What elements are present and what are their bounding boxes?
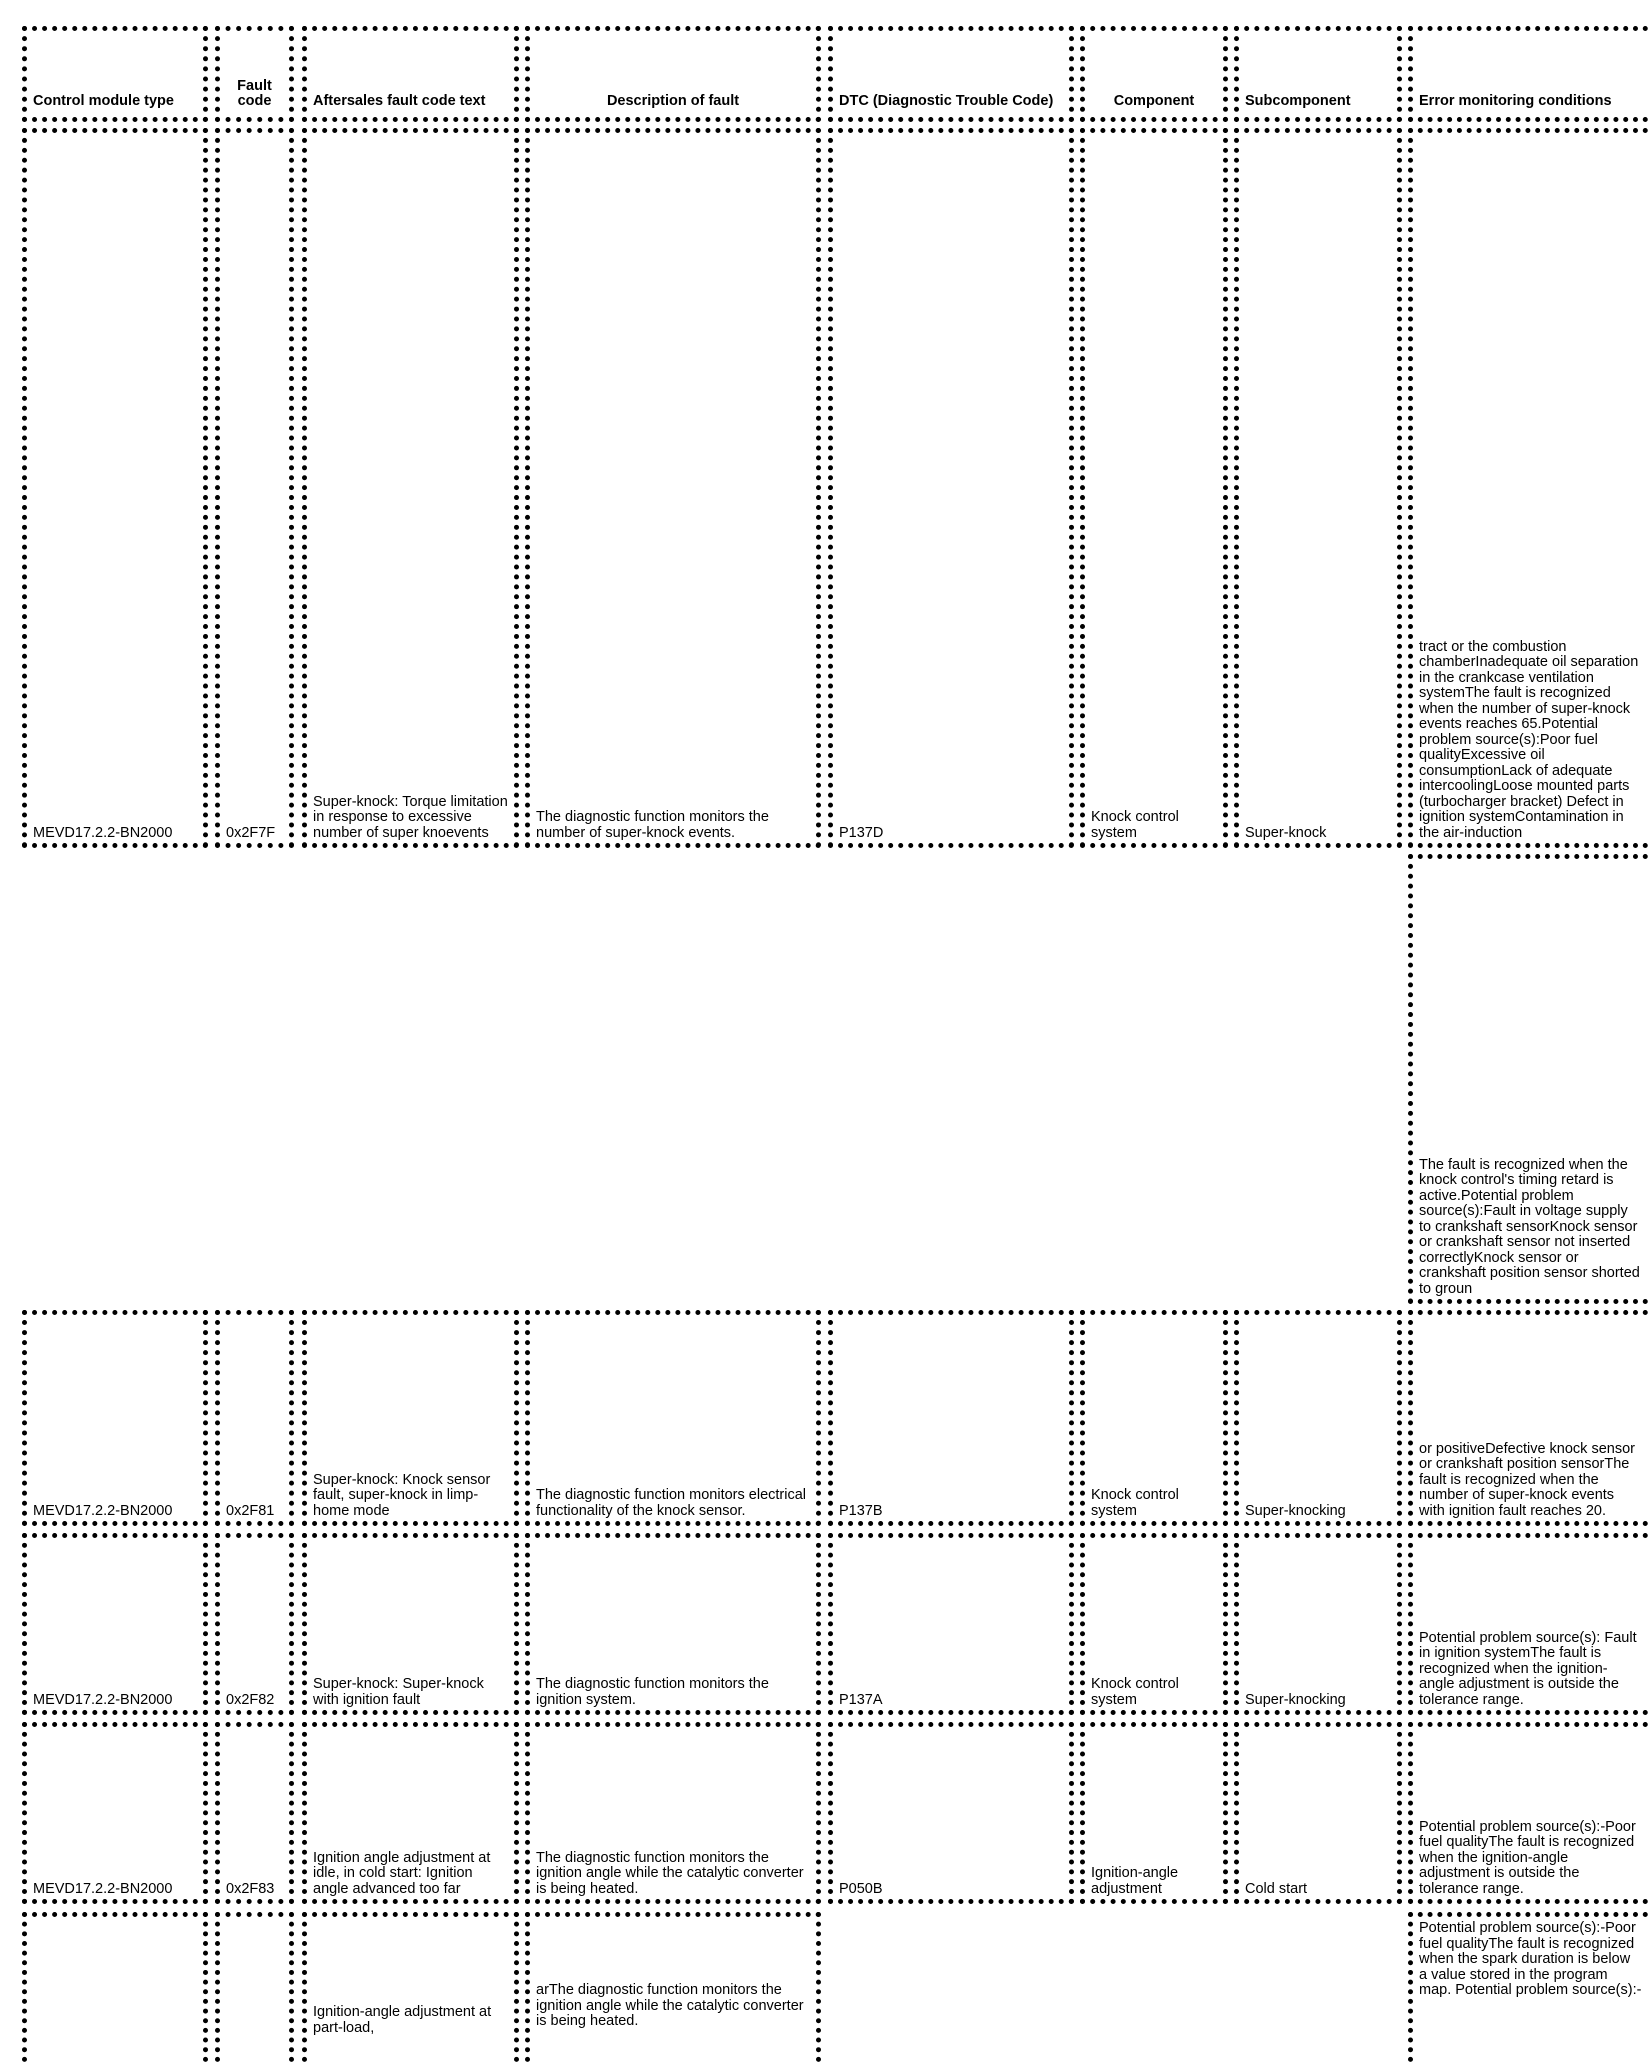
cell-text: The diagnostic function monitors the ignition angle while the catalytic converter is being heated. (536, 1849, 804, 1897)
table-row-cell-conditions (1408, 128, 1648, 848)
cell-text: 0x2F83 (226, 1880, 275, 1897)
header-aftersales-text (302, 26, 519, 122)
table-row-cell-subcomponent (1234, 1310, 1402, 1526)
table-row-cell-description (525, 128, 821, 848)
table-row-cell-fault-code (215, 1912, 294, 2062)
table-row-cell-conditions-continued (1408, 854, 1648, 1304)
table-row-cell-dtc (828, 128, 1074, 848)
table-row-cell-aftersales (302, 128, 519, 848)
cell-text: 0x2F7F (226, 824, 276, 841)
table-row-cell-dtc (828, 1722, 1074, 1904)
table-row-cell-description (525, 1533, 821, 1715)
cell-text: Super-knock: Super-knock with ignition fault (313, 1676, 484, 1708)
table-row-cell-aftersales (302, 1533, 519, 1715)
cell-text: Cold start (1245, 1880, 1308, 1897)
table-row-cell-aftersales (302, 1310, 519, 1526)
cell-text: Ignition-angle adjustment at part-load, (313, 2004, 492, 2036)
table-row-cell-description (525, 1310, 821, 1526)
table-row-cell-module (22, 1533, 208, 1715)
cell-text: Ignition-angle adjustment (1091, 1865, 1179, 1897)
table-row-cell-dtc (828, 1533, 1074, 1715)
cell-text: Super-knock: Knock sensor fault, super-knock in limp-home mode (313, 1471, 491, 1519)
table-row-cell-conditions (1408, 1310, 1648, 1526)
table-row-cell-aftersales (302, 1722, 519, 1904)
cell-text: arThe diagnostic function monitors the ignition angle while the catalytic converter is being heated. (536, 1982, 804, 2029)
header-control-module-type (22, 26, 208, 122)
header-description (525, 26, 821, 122)
cell-text: tract or the combustion chamberInadequate oil separation in the crankcase ventilation systemThe fault is recognized when the number of super-knock events reaches 65.Potential problem source(s):Poor fuel qualityExcessive oil consumptionLack of adequate intercoolingLoose mounted parts (turbocharger bracket) Defect in ignition systemContamination in the air-induction (1419, 638, 1639, 841)
table-row-cell-component (1080, 128, 1228, 848)
table-row-cell-module (22, 1310, 208, 1526)
cell-text: Super-knock (1245, 824, 1327, 841)
cell-text: MEVD17.2.2-BN2000 (33, 1880, 173, 1897)
cell-text: or positiveDefective knock sensor or crankshaft position sensorThe fault is recognized when the number of super-knock events with ignition fault reaches 20. (1419, 1440, 1635, 1519)
header-fault-code (215, 26, 294, 122)
header-dtc (828, 26, 1074, 122)
cell-text: Knock control system (1091, 1487, 1179, 1519)
table-row-cell-description (525, 1722, 821, 1904)
header-label: Subcomponent (1245, 93, 1351, 109)
table-row-cell-component (1080, 1310, 1228, 1526)
header-label: Component (1113, 93, 1195, 109)
cell-text: The diagnostic function monitors electrical functionality of the knock sensor. (536, 1487, 806, 1519)
cell-text: Knock control system (1091, 1676, 1179, 1708)
table-row-cell-fault-code (215, 1722, 294, 1904)
table-row-cell-dtc (828, 1310, 1074, 1526)
cell-text: Super-knocking (1245, 1691, 1346, 1708)
cell-text: Knock control system (1091, 809, 1179, 841)
header-label: Fault code (237, 78, 272, 109)
table-row-cell-module (22, 128, 208, 848)
header-error-monitoring (1408, 26, 1648, 122)
cell-text: The diagnostic function monitors the number of super-knock events. (536, 809, 769, 841)
table-row-cell-fault-code (215, 1310, 294, 1526)
header-label: Aftersales fault code text (313, 93, 486, 109)
cell-text: The diagnostic function monitors the ignition system. (536, 1676, 769, 1708)
table-row-cell-component (1080, 1722, 1228, 1904)
header-label: Description of fault (606, 93, 740, 109)
cell-text: The fault is recognized when the knock control's timing retard is active.Potential problem source(s):Fault in voltage supply to crankshaft sensorKnock sensor or crankshaft sensor not inserted correctlyKnock sensor or crankshaft position sensor shorted to groun (1419, 1156, 1640, 1297)
cell-text: P137D (839, 824, 884, 841)
cell-text: Super-knock: Torque limitation in response to excessive number of super knoevents (313, 793, 508, 841)
cell-text: P050B (839, 1880, 883, 1897)
table-row-cell-fault-code (215, 128, 294, 848)
cell-text: 0x2F81 (226, 1502, 275, 1519)
header-subcomponent (1234, 26, 1402, 122)
table-row-cell-module (22, 1722, 208, 1904)
table-row-cell-subcomponent (1234, 1722, 1402, 1904)
cell-text: Super-knocking (1245, 1502, 1346, 1519)
header-label: Control module type (33, 93, 174, 109)
table-row-cell-fault-code (215, 1533, 294, 1715)
table-row-cell-aftersales (302, 1912, 519, 2062)
cell-text: 0x2F82 (226, 1691, 275, 1708)
table-row-cell-description (525, 1912, 821, 2062)
cell-text: MEVD17.2.2-BN2000 (33, 824, 173, 841)
table-row-cell-conditions (1408, 1722, 1648, 1904)
table-row-cell-subcomponent (1234, 1533, 1402, 1715)
table-row-cell-conditions (1408, 1533, 1648, 1715)
table-row-cell-subcomponent (1234, 128, 1402, 848)
header-label: Error monitoring conditions (1419, 93, 1612, 109)
table-row-cell-conditions (1408, 1912, 1648, 2062)
header-component (1080, 26, 1228, 122)
table-row-cell-module (22, 1912, 208, 2062)
cell-text: P137A (839, 1691, 883, 1708)
cell-text: P137B (839, 1502, 883, 1519)
cell-text: MEVD17.2.2-BN2000 (33, 1502, 173, 1519)
cell-text: Potential problem source(s): Fault in ignition systemThe fault is recognized when the ignition-angle adjustment is outside the tolerance range. (1419, 1629, 1637, 1708)
cell-text: Potential problem source(s):-Poor fuel qualityThe fault is recognized when the spark duration is below a value stored in the program map. Potential problem source(s):- (1419, 1920, 1642, 1998)
cell-text: MEVD17.2.2-BN2000 (33, 1691, 173, 1708)
table-row-cell-component (1080, 1533, 1228, 1715)
cell-text: Ignition angle adjustment at idle, in cold start: Ignition angle advanced too far (313, 1849, 491, 1897)
cell-text: Potential problem source(s):-Poor fuel qualityThe fault is recognized when the ignition-angle adjustment is outside the tolerance range. (1419, 1818, 1636, 1897)
header-label: DTC (Diagnostic Trouble Code) (839, 93, 1054, 109)
